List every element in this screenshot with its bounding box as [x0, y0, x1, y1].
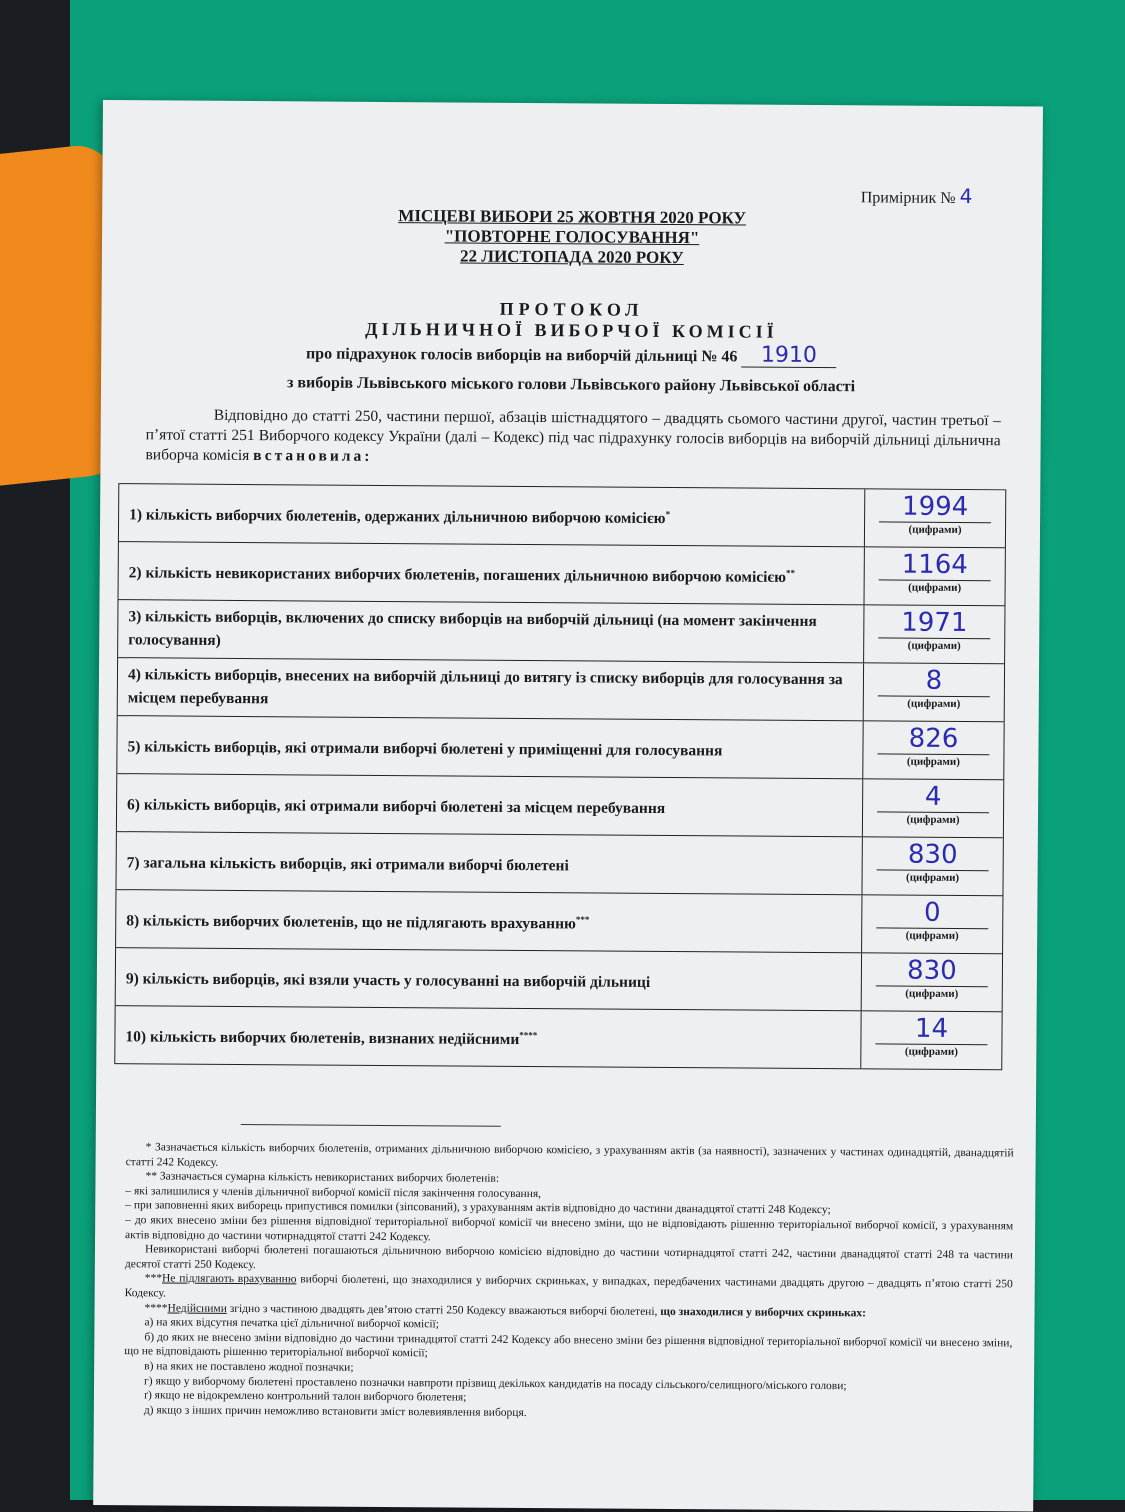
row-label: 7) загальна кількість виборців, які отримали виборчі бюлетені — [116, 832, 862, 894]
copy-number-value: 4 — [959, 183, 973, 209]
value-caption: (цифрами) — [904, 1045, 958, 1058]
table-row — [116, 832, 1002, 896]
election-name: з виборів Львівського міського голови Львівського району Львівської області — [286, 374, 856, 396]
row-value — [864, 663, 1004, 721]
row-value — [864, 605, 1004, 663]
row-value — [864, 547, 1004, 605]
value-caption: (цифрами) — [907, 697, 961, 710]
table-row — [118, 658, 1004, 722]
header-line-2: "ПОВТОРНЕ ГОЛОСУВАННЯ" — [444, 226, 700, 248]
value-caption: (цифрами) — [908, 581, 962, 595]
value-handwritten: 1164 — [879, 549, 991, 581]
protocol-sheet — [93, 100, 1043, 1512]
footnote-4e: ґ) якщо не відокремлено контрольний талон виборчого бюлетеня; — [143, 1389, 467, 1404]
row-value — [863, 779, 1003, 837]
value-caption: (цифрами) — [906, 871, 960, 884]
intro-emphasis: встановила: — [253, 447, 373, 465]
row-label: 6) кількість виборців, які отримали виборчі бюлетені за місцем перебування — [117, 774, 863, 836]
protocol-subtitle — [101, 340, 1041, 370]
value-caption: (цифрами) — [905, 987, 959, 1000]
commission-title: ДІЛЬНИЧНОЇ ВИБОРЧОЇ КОМІСІЇ — [365, 318, 778, 342]
intro-text: Відповідно до статті 250, частини першої, абзаців шістнадцятого – двадцять сьомого частини другої, частин третьої – п’ятої статті 251 Виборчого кодексу України (далі – Кодекс) під час підрахунку голосів виборців на виборчій дільниці дільнична виборча комісія — [145, 406, 1001, 465]
footnote-1: * Зазначається кількість виборчих бюлетенів, отриманих дільничною виборчою комісією, з урахуванням актів (за наявності), зазначених у частинах одинадцятій, дванадцятій статті 242 Кодексу. — [125, 1141, 1014, 1169]
value-caption: (цифрами) — [905, 929, 959, 942]
value-handwritten: 830 — [877, 839, 989, 871]
protocol-title-block — [101, 296, 1042, 398]
election-header — [102, 204, 1042, 271]
footnote-2b: – при заповненні яких виборець припустився помилки (зіпсований), з урахуванням актів відповідно до частини дванадцятої статті 248 Кодексу; — [125, 1199, 831, 1217]
copy-number — [861, 183, 973, 208]
row-value — [861, 1011, 1001, 1069]
row-label: 8) кількість виборчих бюлетенів, що не підлягають врахуванню*** — [116, 890, 862, 952]
row-label: 5) кількість виборців, які отримали виборчі бюлетені у приміщенні для голосування — [117, 716, 863, 778]
footnote-3: ***Не підлягають врахуванню виборчі бюлетені, що знаходилися у виборчих скриньках, у випадках, передбачених частинами двадцять другою – двадцять п’ятою статті 250 Кодексу. — [124, 1272, 1013, 1300]
station-number: 1910 — [741, 344, 836, 368]
row-value — [862, 953, 1002, 1011]
table-row — [116, 948, 1002, 1012]
footnote-4a: а) на яких відсутня печатка цієї дільничної виборчої комісії; — [144, 1316, 440, 1331]
table-row — [117, 716, 1003, 780]
value-handwritten: 826 — [877, 723, 989, 755]
footnote-4f: д) якщо з інших причин неможливо встановити зміст волевиявлення виборця. — [143, 1404, 527, 1419]
row-label: 1) кількість виборчих бюлетенів, одержаних дільничною виборчою комісією* — [119, 484, 865, 546]
row-value — [865, 489, 1005, 547]
value-caption: (цифрами) — [907, 639, 961, 653]
table-row — [116, 890, 1002, 954]
footnote-2: ** Зазначається сумарна кількість невикористаних виборчих бюлетенів: — [145, 1170, 500, 1185]
protocol-title: ПРОТОКОЛ — [499, 298, 644, 320]
subtitle-text: про підрахунок голосів виборців на виборчій дільниці № 46 — [305, 345, 738, 366]
table-row — [119, 484, 1005, 548]
footnote-2d: Невикористані виборчі бюлетені погашаються дільничною виборчою комісією відповідно до частини чотирнадцятої статті 242, частини дванадцятої статті 248 та частини десятої статті 250 Кодексу. — [124, 1243, 1013, 1271]
results-table — [114, 483, 1006, 1070]
table-row — [119, 542, 1005, 606]
row-value — [863, 721, 1003, 779]
footnote-4c: в) на яких не поставлено жодної позначки; — [144, 1360, 354, 1374]
table-row — [118, 600, 1004, 664]
row-label: 9) кількість виборців, які взяли участь у голосуванні на виборчій дільниці — [116, 948, 862, 1010]
row-label: 2) кількість невикористаних виборчих бюлетенів, погашених дільничною виборчою комісією** — [119, 542, 865, 604]
value-handwritten: 8 — [878, 665, 990, 697]
value-handwritten: 1994 — [879, 491, 991, 523]
row-value — [862, 895, 1002, 953]
table-row — [117, 774, 1003, 838]
header-line-3: 22 ЛИСТОПАДА 2020 РОКУ — [459, 246, 684, 268]
row-label: 3) кількість виборців, включених до списку виборців на виборчій дільниці (на момент закінчення голосування) — [118, 600, 864, 662]
footnotes — [124, 1140, 1014, 1423]
footnote-4d: г) якщо у виборчому бюлетені проставлено позначки навпроти прізвищ декількох кандидатів на посаду сільського/селищного/міського голови; — [144, 1374, 847, 1392]
row-value — [862, 837, 1002, 895]
value-caption: (цифрами) — [906, 813, 960, 826]
row-label: 4) кількість виборців, внесених на виборчій дільниці до витягу із списку виборців для голосування за місцем перебування — [118, 658, 864, 720]
footnote-4: ****Недійсними згідно з частиною двадцять дев’ятою статті 250 Кодексу вважаються виборчі бюлетені, що знаходилися у виборчих скриньках: — [144, 1301, 867, 1319]
value-handwritten: 4 — [877, 781, 989, 813]
row-label: 10) кількість виборчих бюлетенів, визнаних недійсними**** — [115, 1006, 861, 1068]
intro-paragraph — [145, 405, 1000, 471]
footnote-divider — [241, 1124, 501, 1127]
footnote-2a: – які залишилися у членів дільничної виборчої комісії після закінчення голосування, — [125, 1184, 542, 1200]
footnote-4b: б) до яких не внесено зміни відповідно до частини тринадцятої статті 242 Кодексу або внесено зміни без рішення відповідної територіальної виборчої комісії чи внесено зміни, що не відповідають рішенню територіальної виборчої комісії; — [124, 1331, 1013, 1360]
header-line-1: МІСЦЕВІ ВИБОРИ 25 ЖОВТНЯ 2020 РОКУ — [398, 206, 747, 228]
footnote-2c: – до яких внесено зміни без рішення відповідної територіальної виборчої комісії чи внесено зміни, що не відповідають рішенню територіальної виборчої комісії, з урахуванням актів відповідно до частини чотирнадцятої статті 242 Кодексу. — [125, 1214, 1014, 1243]
value-handwritten: 0 — [876, 897, 988, 929]
table-row — [115, 1006, 1001, 1069]
value-handwritten: 1971 — [878, 607, 990, 639]
value-handwritten: 830 — [876, 955, 988, 987]
value-handwritten: 14 — [875, 1013, 987, 1045]
value-caption: (цифрами) — [908, 523, 962, 537]
value-caption: (цифрами) — [906, 755, 960, 768]
copy-label: Примірник № — [860, 189, 956, 207]
